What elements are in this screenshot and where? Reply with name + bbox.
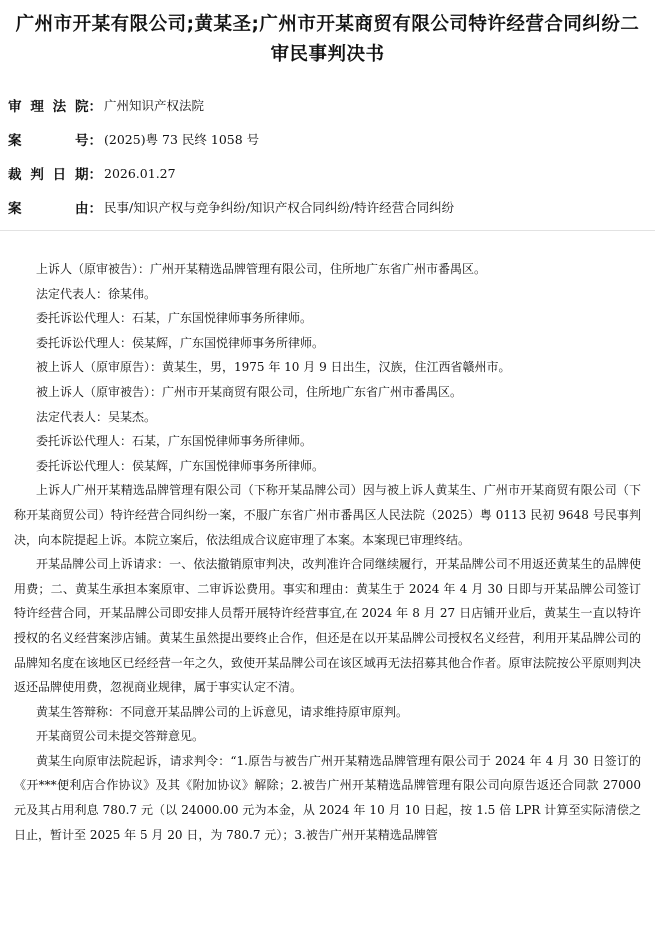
meta-label-char: 日 <box>52 167 67 183</box>
meta-label-char: 理 <box>30 99 44 115</box>
meta-judgment-date <box>8 156 655 190</box>
meta-case-number-value: (2025)粤 73 民终 1058 号 <box>104 132 260 147</box>
meta-court-label <box>8 95 102 115</box>
meta-judgment-date-label <box>8 163 102 183</box>
party-line: 委托诉讼代理人：侯某辉，广东国悦律师事务所律师。 <box>36 458 325 473</box>
meta-case-number <box>8 122 655 156</box>
party-line: 法定代表人：徐某伟。 <box>36 286 157 301</box>
meta-label-char: 裁 <box>8 167 22 183</box>
meta-label-char: 案 <box>8 133 22 149</box>
party-line: 上诉人（原审被告）：广州开某精选品牌管理有限公司，住所地广东省广州市番禺区。 <box>36 262 487 276</box>
meta-label-char: 审 <box>8 99 22 115</box>
meta-label-char: 期： <box>74 167 102 183</box>
party-line: 委托诉讼代理人：侯某辉，广东国悦律师事务所律师。 <box>36 335 325 350</box>
meta-case-number-label <box>8 129 102 149</box>
meta-case-cause <box>8 190 655 224</box>
body-paragraph: 黄某生答辩称：不同意开某品牌公司的上诉意见，请求维持原审原判。 <box>36 704 409 719</box>
body-paragraph: 开某品牌公司上诉请求：一、依法撤销原审判决，改判准许合同继续履行，开某品牌公司不用返还黄某生的品牌使用费；二、黄某生承担本案原审、二审诉讼费用。事实和理由：黄某生于 2024 年 4 月 30 日即与开某品牌公司签订特许经营合同，开某品牌公司即安排人员帮开展特许经营事宜,在 2024 年 8 月 27 日店铺开业后，黄某生一直以特许授权的名义经营案涉店铺。黄某生虽然提出要终止合作，但还是在以开某品牌公司授权名义经营，利用开某品牌公司的品牌知名度在该地区已经经营一年之久，致使开某品牌公司在该区域再无法招募其他合作者。原审法院按公平原则判决返还品牌使用费，忽视商业规律，属于事实认定不清。 <box>14 557 641 695</box>
party-line: 被上诉人（原审原告）：黄某生，男，1975 年 10 月 9 日出生，汉族，住江西省赣州市。 <box>36 360 511 375</box>
meta-case-cause-label <box>8 197 102 217</box>
party-line: 法定代表人：吴某杰。 <box>36 409 157 424</box>
party-line: 委托诉讼代理人：石某，广东国悦律师事务所律师。 <box>36 434 313 449</box>
meta-label-char: 由： <box>75 201 102 217</box>
party-line: 委托诉讼代理人：石某，广东国悦律师事务所律师。 <box>36 311 313 326</box>
meta-case-cause-value: 民事/知识产权与竞争纠纷/知识产权合同纠纷/特许经营合同纠纷 <box>104 200 455 215</box>
body-paragraph: 开某商贸公司未提交答辩意见。 <box>36 729 205 744</box>
case-meta <box>0 88 655 224</box>
meta-judgment-date-value: 2026.01.27 <box>104 165 176 181</box>
meta-label-char: 号： <box>75 133 102 149</box>
body-paragraph: 黄某生向原审法院起诉，请求判令：“1.原告与被告广州开某精选品牌管理有限公司于 2024 年 4 月 30 日签订的《开***便利店合作协议》及其《附加协议》解除；2.被告广州开某精选品牌管理有限公司向原告返还合同款 27000 元及其占用利息 780.7 元（以 24000.00 元为本金，从 2024 年 10 月 10 日起，按 1.5 倍 LPR 计算至实际清偿之日止，暂计至 2025 年 5 月 20 日，为 780.7 元）；3.被告广州开某精选品牌管 <box>14 753 641 842</box>
meta-court-value: 广州知识产权法院 <box>104 98 205 113</box>
meta-label-char: 法 <box>52 99 67 115</box>
meta-court <box>8 88 655 122</box>
meta-label-char: 院： <box>74 99 102 115</box>
judgment-body <box>0 231 655 847</box>
meta-label-char: 案 <box>8 201 22 217</box>
body-paragraph: 上诉人广州开某精选品牌管理有限公司（下称开某品牌公司）因与被上诉人黄某生、广州市开某商贸有限公司（下称开某商贸公司）特许经营合同纠纷一案，不服广东省广州市番禺区人民法院（2025）粤 0113 民初 9648 号民事判决，向本院提起上诉。本院立案后，依法组成合议庭审理了本案。本案现已审理终结。 <box>14 483 641 547</box>
document-title: 广州市开某有限公司;黄某圣;广州市开某商贸有限公司特许经营合同纠纷二审民事判决书 <box>15 14 640 65</box>
party-line: 被上诉人（原审被告）：广州市开某商贸有限公司，住所地广东省广州市番禺区。 <box>36 384 463 399</box>
meta-label-char: 判 <box>30 167 44 183</box>
